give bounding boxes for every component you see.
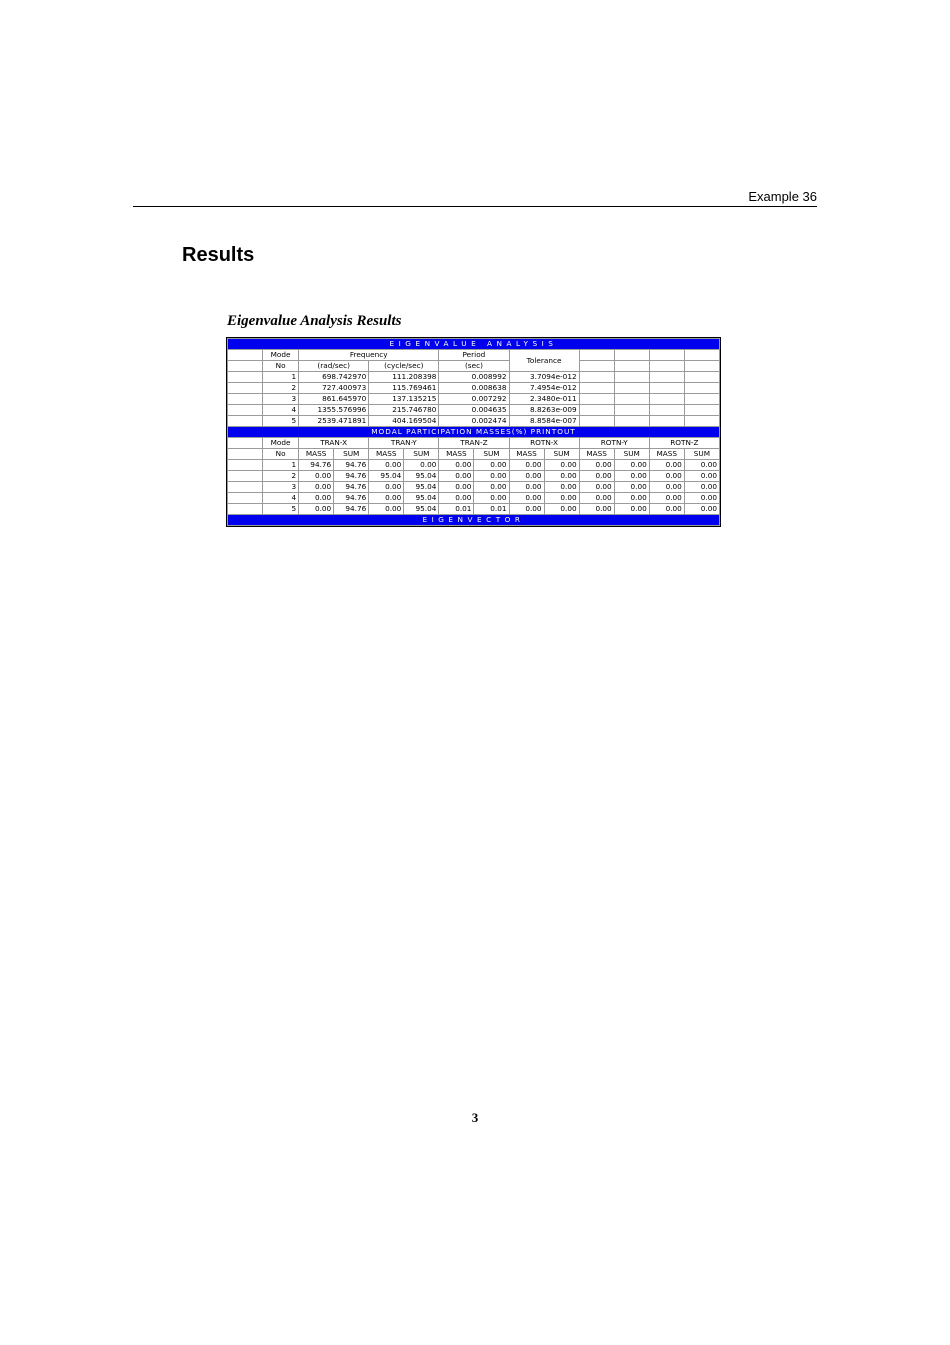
blank-cell bbox=[579, 350, 614, 361]
blank-cell bbox=[614, 372, 649, 383]
sum-value: 0.00 bbox=[474, 493, 509, 504]
mode-number: 2 bbox=[263, 383, 299, 394]
eigenvalue-analysis-banner: EIGENVALUE ANALYSIS bbox=[228, 339, 720, 350]
blank-cell bbox=[649, 372, 684, 383]
modal-header-row-2 bbox=[228, 449, 720, 460]
blank-cell bbox=[579, 416, 614, 427]
sum-value: 0.00 bbox=[544, 460, 579, 471]
blank-cell bbox=[579, 372, 614, 383]
sec-header: (sec) bbox=[439, 361, 509, 372]
blank-cell bbox=[228, 471, 263, 482]
blank-cell bbox=[614, 350, 649, 361]
blank-cell bbox=[228, 493, 263, 504]
mass-value: 94.76 bbox=[299, 460, 334, 471]
sum-header: SUM bbox=[404, 449, 439, 460]
group-header-rotn-x: ROTN-X bbox=[509, 438, 579, 449]
blank-cell bbox=[614, 383, 649, 394]
mass-value: 95.04 bbox=[369, 471, 404, 482]
mass-value: 0.00 bbox=[439, 482, 474, 493]
blank-cell bbox=[684, 383, 719, 394]
mass-value: 0.00 bbox=[579, 482, 614, 493]
frequency-rad-sec: 698.742970 bbox=[299, 372, 369, 383]
blank-cell bbox=[228, 394, 263, 405]
blank-cell bbox=[228, 449, 263, 460]
blank-cell bbox=[228, 460, 263, 471]
period-sec: 0.002474 bbox=[439, 416, 509, 427]
mode-number: 5 bbox=[263, 416, 299, 427]
section-heading: Results bbox=[182, 244, 255, 266]
group-header-rotn-y: ROTN-Y bbox=[579, 438, 649, 449]
blank-cell bbox=[228, 383, 263, 394]
mass-value: 0.00 bbox=[439, 460, 474, 471]
running-header: Example 36 bbox=[748, 189, 817, 204]
header-rule bbox=[133, 206, 817, 207]
mass-value: 0.00 bbox=[509, 504, 544, 515]
sum-value: 0.00 bbox=[404, 460, 439, 471]
frequency-cycle-sec: 137.135215 bbox=[369, 394, 439, 405]
modal-banner-row bbox=[228, 427, 720, 438]
group-header-tran-x: TRAN-X bbox=[299, 438, 369, 449]
blank-cell bbox=[228, 361, 263, 372]
mode-header: Mode bbox=[263, 350, 299, 361]
blank-cell bbox=[579, 361, 614, 372]
mass-value: 0.00 bbox=[439, 493, 474, 504]
frequency-rad-sec: 727.400973 bbox=[299, 383, 369, 394]
sum-value: 0.00 bbox=[544, 471, 579, 482]
mass-header: MASS bbox=[299, 449, 334, 460]
blank-cell bbox=[649, 350, 684, 361]
mass-header: MASS bbox=[369, 449, 404, 460]
sum-value: 0.01 bbox=[474, 504, 509, 515]
sum-value: 0.00 bbox=[614, 493, 649, 504]
sum-value: 94.76 bbox=[334, 504, 369, 515]
tolerance-value: 8.8584e-007 bbox=[509, 416, 579, 427]
mass-value: 0.00 bbox=[509, 493, 544, 504]
eigenvalue-results-table bbox=[226, 337, 721, 527]
mass-value: 0.00 bbox=[649, 504, 684, 515]
sum-header: SUM bbox=[684, 449, 719, 460]
mass-value: 0.00 bbox=[649, 460, 684, 471]
blank-cell bbox=[614, 416, 649, 427]
mass-header: MASS bbox=[509, 449, 544, 460]
blank-cell bbox=[649, 405, 684, 416]
eigenvalue-banner-row bbox=[228, 339, 720, 350]
sum-value: 95.04 bbox=[404, 471, 439, 482]
sum-value: 95.04 bbox=[404, 482, 439, 493]
mass-value: 0.00 bbox=[299, 493, 334, 504]
blank-cell bbox=[649, 416, 684, 427]
frequency-cycle-sec: 404.169504 bbox=[369, 416, 439, 427]
sum-value: 95.04 bbox=[404, 493, 439, 504]
tolerance-value: 7.4954e-012 bbox=[509, 383, 579, 394]
blank-cell bbox=[579, 394, 614, 405]
frequency-rad-sec: 861.645970 bbox=[299, 394, 369, 405]
mode-number: 2 bbox=[263, 471, 299, 482]
sum-value: 0.00 bbox=[544, 482, 579, 493]
eigenvalue-row bbox=[228, 405, 720, 416]
period-header: Period bbox=[439, 350, 509, 361]
mass-value: 0.00 bbox=[439, 471, 474, 482]
tolerance-header: Tolerance bbox=[509, 350, 579, 372]
page-number: 3 bbox=[471, 1110, 479, 1125]
modal-participation-row bbox=[228, 460, 720, 471]
frequency-rad-sec: 1355.576996 bbox=[299, 405, 369, 416]
mass-value: 0.00 bbox=[509, 460, 544, 471]
blank-cell bbox=[684, 361, 719, 372]
sum-header: SUM bbox=[474, 449, 509, 460]
sum-value: 0.00 bbox=[684, 460, 719, 471]
mode-number: 5 bbox=[263, 504, 299, 515]
eigenvalue-row bbox=[228, 372, 720, 383]
sum-value: 94.76 bbox=[334, 460, 369, 471]
blank-cell bbox=[684, 416, 719, 427]
blank-cell bbox=[228, 438, 263, 449]
sum-value: 0.00 bbox=[614, 504, 649, 515]
blank-cell bbox=[684, 405, 719, 416]
modal-mode-header: Mode bbox=[263, 438, 299, 449]
blank-cell bbox=[228, 504, 263, 515]
blank-cell bbox=[649, 394, 684, 405]
mass-value: 0.00 bbox=[369, 482, 404, 493]
blank-cell bbox=[684, 394, 719, 405]
sum-value: 0.00 bbox=[544, 493, 579, 504]
sum-header: SUM bbox=[334, 449, 369, 460]
period-sec: 0.008638 bbox=[439, 383, 509, 394]
blank-cell bbox=[649, 361, 684, 372]
sum-value: 0.00 bbox=[614, 482, 649, 493]
mass-value: 0.00 bbox=[649, 493, 684, 504]
mode-number: 1 bbox=[263, 460, 299, 471]
sum-value: 95.04 bbox=[404, 504, 439, 515]
mass-value: 0.00 bbox=[299, 471, 334, 482]
group-header-tran-y: TRAN-Y bbox=[369, 438, 439, 449]
sum-value: 0.00 bbox=[544, 504, 579, 515]
sum-value: 0.00 bbox=[614, 471, 649, 482]
sum-header: SUM bbox=[614, 449, 649, 460]
frequency-rad-sec: 2539.471891 bbox=[299, 416, 369, 427]
modal-participation-row bbox=[228, 504, 720, 515]
sum-header: SUM bbox=[544, 449, 579, 460]
sum-value: 0.00 bbox=[684, 471, 719, 482]
frequency-cycle-sec: 115.769461 bbox=[369, 383, 439, 394]
eigenvector-banner-row bbox=[228, 515, 720, 526]
blank-cell bbox=[228, 350, 263, 361]
mode-number: 4 bbox=[263, 405, 299, 416]
blank-cell bbox=[579, 405, 614, 416]
period-sec: 0.004635 bbox=[439, 405, 509, 416]
blank-cell bbox=[228, 405, 263, 416]
mass-value: 0.00 bbox=[579, 493, 614, 504]
mass-value: 0.00 bbox=[649, 471, 684, 482]
mode-number: 1 bbox=[263, 372, 299, 383]
period-sec: 0.008992 bbox=[439, 372, 509, 383]
mode-number: 3 bbox=[263, 482, 299, 493]
mass-value: 0.00 bbox=[579, 504, 614, 515]
mass-value: 0.00 bbox=[299, 482, 334, 493]
group-header-rotn-z: ROTN-Z bbox=[649, 438, 719, 449]
modal-participation-row bbox=[228, 471, 720, 482]
frequency-header: Frequency bbox=[299, 350, 439, 361]
eigenvector-banner: EIGENVECTOR bbox=[228, 515, 720, 526]
modal-header-row-1 bbox=[228, 438, 720, 449]
modal-no-header: No bbox=[263, 449, 299, 460]
blank-cell bbox=[684, 372, 719, 383]
modal-participation-row bbox=[228, 482, 720, 493]
mode-number: 3 bbox=[263, 394, 299, 405]
tolerance-value: 2.3480e-011 bbox=[509, 394, 579, 405]
period-sec: 0.007292 bbox=[439, 394, 509, 405]
blank-cell bbox=[228, 416, 263, 427]
cycle-sec-header: (cycle/sec) bbox=[369, 361, 439, 372]
blank-cell bbox=[684, 350, 719, 361]
mass-header: MASS bbox=[649, 449, 684, 460]
figure-caption: Eigenvalue Analysis Results bbox=[227, 313, 402, 329]
frequency-cycle-sec: 111.208398 bbox=[369, 372, 439, 383]
tolerance-value: 3.7094e-012 bbox=[509, 372, 579, 383]
no-header: No bbox=[263, 361, 299, 372]
results-grid bbox=[227, 338, 720, 526]
blank-cell bbox=[614, 394, 649, 405]
sum-value: 0.00 bbox=[684, 493, 719, 504]
mass-value: 0.00 bbox=[299, 504, 334, 515]
eigenvalue-row bbox=[228, 394, 720, 405]
blank-cell bbox=[579, 383, 614, 394]
eigenvalue-row bbox=[228, 416, 720, 427]
tolerance-value: 8.8263e-009 bbox=[509, 405, 579, 416]
blank-cell bbox=[228, 372, 263, 383]
mass-value: 0.00 bbox=[369, 460, 404, 471]
sum-value: 0.00 bbox=[614, 460, 649, 471]
sum-value: 0.00 bbox=[474, 482, 509, 493]
mass-value: 0.00 bbox=[509, 471, 544, 482]
sum-value: 0.00 bbox=[474, 471, 509, 482]
mass-value: 0.00 bbox=[579, 460, 614, 471]
sum-value: 94.76 bbox=[334, 471, 369, 482]
grid-body bbox=[228, 339, 720, 526]
rad-sec-header: (rad/sec) bbox=[299, 361, 369, 372]
modal-participation-row bbox=[228, 493, 720, 504]
eigenvalue-row bbox=[228, 383, 720, 394]
mass-header: MASS bbox=[439, 449, 474, 460]
mass-value: 0.00 bbox=[579, 471, 614, 482]
mass-value: 0.00 bbox=[649, 482, 684, 493]
sum-value: 0.00 bbox=[474, 460, 509, 471]
blank-cell bbox=[649, 383, 684, 394]
sum-value: 94.76 bbox=[334, 493, 369, 504]
mass-value: 0.00 bbox=[369, 504, 404, 515]
blank-cell bbox=[614, 405, 649, 416]
sum-value: 0.00 bbox=[684, 482, 719, 493]
blank-cell bbox=[614, 361, 649, 372]
mass-header: MASS bbox=[579, 449, 614, 460]
sum-value: 0.00 bbox=[684, 504, 719, 515]
mode-number: 4 bbox=[263, 493, 299, 504]
frequency-cycle-sec: 215.746780 bbox=[369, 405, 439, 416]
blank-cell bbox=[228, 482, 263, 493]
modal-participation-banner: MODAL PARTICIPATION MASSES(%) PRINTOUT bbox=[228, 427, 720, 438]
eigen-header-row-2 bbox=[228, 361, 720, 372]
mass-value: 0.00 bbox=[509, 482, 544, 493]
mass-value: 0.00 bbox=[369, 493, 404, 504]
group-header-tran-z: TRAN-Z bbox=[439, 438, 509, 449]
eigen-header-row-1 bbox=[228, 350, 720, 361]
sum-value: 94.76 bbox=[334, 482, 369, 493]
mass-value: 0.01 bbox=[439, 504, 474, 515]
